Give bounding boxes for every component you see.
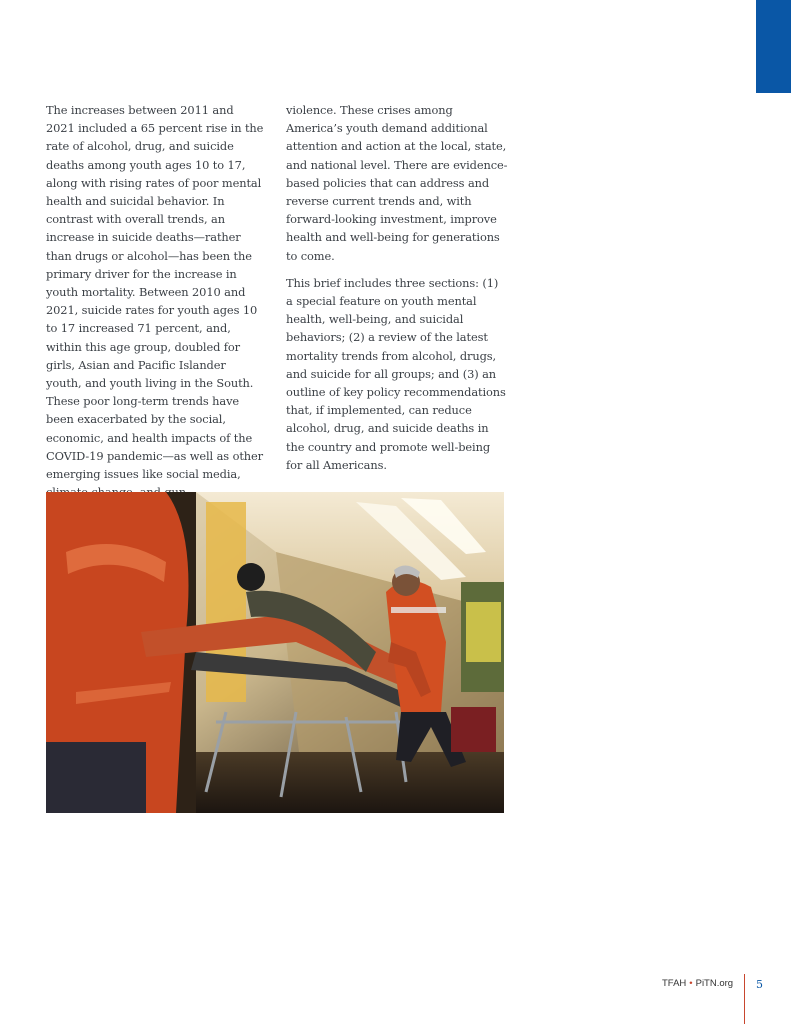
photo-illustration (46, 492, 504, 813)
footer-separator: • (689, 978, 693, 989)
body-paragraph: The increases between 2011 and 2021 included a 65 percent rise in the rate of alcohol, drug, and suicide deaths among youth ages 10 to 17, along with rising rates of poor mental health and suicidal behavior. In contrast with overall trends, an increase in suicide deaths—rather than drugs or alcohol—has been the primary driver for the increase in youth mortality. Between 2010 and 2021, suicide rates for youth ages 10 to 17 increased 71 percent, and, within this age group, doubled for girls, Asian and Pacific Islander youth, and youth living in the South. These poor long-term trends have been exacerbated by the social, economic, and health impacts of the COVID-19 pandemic—as well as other emerging issues like social media, (46, 103, 264, 482)
text-column-right (286, 101, 508, 483)
body-paragraph: This brief includes three sections: (1) a special feature on youth mental health, well-being, and suicidal behaviors; (2) a review of the latest mortality trends from alcohol, drugs, and suicide for all groups; and (3) an outline of key policy recommendations that, if implemented, can reduce alcohol, drug, and suicide deaths in the country and promote well-being for all Americans. (286, 275, 506, 472)
body-paragraph: violence. These crises among America’s youth demand additional attention and action at the local, state, and national level. There are evidence-based policies that can address and reverse current trends and, with forward-looking investment, improve health and well-being for generations to come. (286, 103, 508, 263)
corner-accent-tab (756, 0, 791, 93)
text-column-left (46, 101, 264, 510)
page-number: 5 (756, 978, 763, 991)
footer-org: TFAH (662, 978, 687, 989)
footer-credit (662, 978, 733, 989)
footer-divider (744, 974, 745, 1024)
ambulance-paramedics-photo (46, 492, 504, 813)
footer-site: PiTN.org (695, 978, 734, 989)
